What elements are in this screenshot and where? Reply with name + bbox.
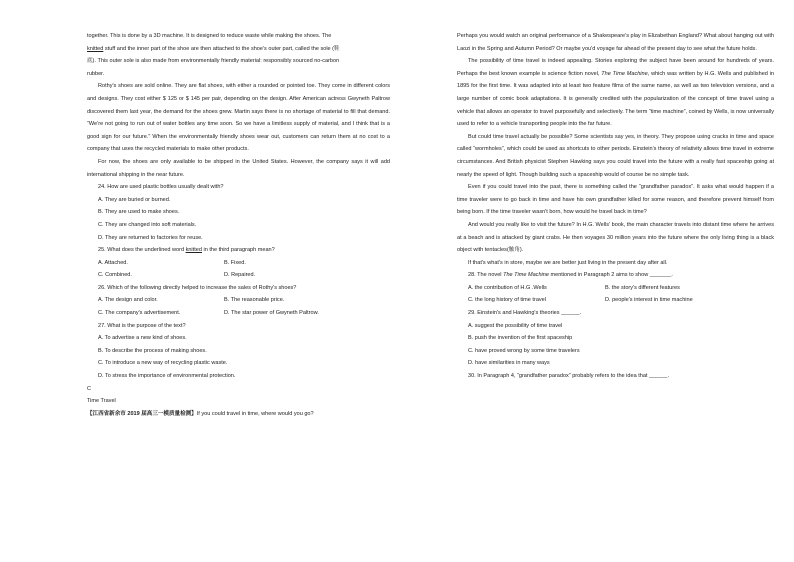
underlined-word: knitted <box>87 45 104 52</box>
option: A. The design and color. <box>98 297 158 304</box>
option: B. To describe the process of making shoes. <box>98 347 207 354</box>
passage-paragraph: If that's what's in store, maybe we are better just living in the present day after all. <box>468 259 668 266</box>
option: C. To introduce a new way of recycling plastic waste. <box>98 360 228 367</box>
question-27: 27. What is the purpose of the text? <box>98 322 186 329</box>
option-row <box>87 307 390 320</box>
passage-text: stuff and the inner part of the shoe are then attached to the shoe's outer part, called the sole (鞋 <box>103 45 340 52</box>
question-text: 28. The novel <box>468 272 504 279</box>
question-26: 26. Which of the following directly helped to increase the sales of Rothy's shoes? <box>98 284 297 291</box>
passage-paragraph: Perhaps you would watch an original performance of a Shakespeare's play in Elizabethan England? What about hanging out with Laozi in the Spring and Autumn Period? Or maybe you'd voyage far ahead of the present day to see what the future holds. <box>457 33 774 52</box>
passage-paragraph: Even if you could travel into the past, there is something called the “grandfather paradox”. It asks what would happen if a time traveler were to go back in time and have his own grandfather killed for some reason, and therefore prevent himself from being born. If the time traveler wasn't born, how would he travel back in time? <box>457 184 774 216</box>
book-title: The Time Machine <box>503 272 549 279</box>
passage-line <box>87 43 390 56</box>
source-line <box>87 408 390 421</box>
passage-paragraph: But could time travel actually be possible? Some scientists say yes, in theory. They propose using cracks in time and space called “wormholes”, which could be used as shortcuts to other periods. Einstein's theory of relativity allows time travel in extreme circumstances. And British physicist Stephen Hawking says you could travel into the future with a really fast spaceship going at nearly the speed of light. Though building such a spaceship would of course be no simple task. <box>457 133 774 178</box>
question-25 <box>87 244 390 257</box>
option-row <box>87 257 390 270</box>
passage-line: 底). This outer sole is also made from environmentally friendly material: responsibly sourced no-carbon <box>87 58 340 65</box>
passage-paragraph: And would you really like to visit the future? In H.G. Wells' book, the main character travels into distant time where he arrives at a beach and is attacked by giant crabs. He then voyages 30 million years into the future where the only living thing is a black object with tentacles(触角). <box>457 221 774 254</box>
question-24: 24. How are used plastic bottles usually dealt with? <box>98 184 224 191</box>
book-title: The Time Machine <box>601 70 648 77</box>
option: A. the contribution of H.G .Wells <box>468 284 547 291</box>
option-row <box>457 294 774 307</box>
question-30: 30. In Paragraph 4, “grandfather paradox” probably refers to the idea that ______. <box>468 373 670 380</box>
option: D. To stress the importance of environmental protection. <box>98 373 236 380</box>
option: A. suggest the possibility of time travel <box>468 322 563 329</box>
question-text: mentioned in Paragraph 2 aims to show _______. <box>548 272 673 279</box>
right-column <box>457 30 774 383</box>
option: D. The star power of Gwyneth Paltrow. <box>224 310 319 317</box>
passage-text: The possibility of time travel is indeed appealing. Stories exploring the subject have been around for hundreds of years. Perhaps the best known example is science fiction novel, <box>457 58 774 77</box>
option: B. the story's different features <box>605 284 680 291</box>
option: D. Repaired. <box>224 272 256 279</box>
source-tag: 【江西省新余市 2019 届高三一模质量检测】 <box>87 410 197 417</box>
option-row <box>87 269 390 282</box>
option-row <box>457 282 774 295</box>
passage-paragraph: For now, the shoes are only available to be shipped in the United States. However, the company says it will add international shipping in the near future. <box>87 158 390 178</box>
section-title: Time Travel <box>87 398 116 405</box>
option: D. people's interest in time machine <box>605 297 693 304</box>
passage-paragraph: Rothy's shoes are sold online. They are flat shoes, with either a rounded or pointed toe. They come in different colors and designs. They cost either $ 125 or $ 145 per pair, depending on the design. After American actress Gwyneth Paltrow discovered them last year, the demand for the shoes grew. Martin says there is no shortage of material to fill that demand. “We’re not going to run out of water bottles any time soon. So we have a limitless supply of material, and I think that is a good sign for our future.” When the environmentally friendly shoes wear out, customers can return them at no cost to a company that uses the recycled materials to make other products. <box>87 83 390 153</box>
question-29: 29. Einstein's and Hawking's theories ______. <box>468 310 582 317</box>
passage-line: rubber. <box>87 70 105 77</box>
question-text: 25. What does the underlined word <box>98 247 186 254</box>
passage-paragraph <box>457 55 774 131</box>
option-row <box>87 294 390 307</box>
option: B. Fixed. <box>224 259 246 266</box>
option: B. The reasonable price. <box>224 297 285 304</box>
option: A. They are buried or burned. <box>98 196 171 203</box>
question-text: in the third paragraph mean? <box>201 247 275 254</box>
option: C. have proved wrong by some time travelers <box>468 347 580 354</box>
intro-question: If you could travel in time, where would you go? <box>196 410 314 417</box>
option: C. They are changed into soft materials. <box>98 221 197 228</box>
option: B. push the invention of the first spaceship <box>468 335 573 342</box>
option: A. Attached. <box>98 259 128 266</box>
option: C. The company's advertisement. <box>98 310 181 317</box>
underlined-word: knitted <box>185 247 202 254</box>
option: C. Combined. <box>98 272 132 279</box>
option: D. They are returned to factories for reuse. <box>98 234 203 241</box>
option: C. the long history of time travel <box>468 297 546 304</box>
option: B. They are used to make shoes. <box>98 209 180 216</box>
left-column <box>87 30 390 420</box>
passage-text: , which was written by H.G. Wells and published in 1895 for the first time. It was adapted into at least two feature films of the same name, as well as two television versions, and a large number of comic book adaptations. It is generally credited with the popularization of the concept of time travel using a vehicle that allows an operator to travel purposefully and selectively. The term “time machine”, coined by Wells, is now universally used to refer to a vehicle transporting people into the far future. <box>457 70 774 128</box>
passage-line: together. This is done by a 3D machine. It is designed to reduce waste while making the shoes. The <box>87 33 332 39</box>
option: D. have similarities in many ways <box>468 360 550 367</box>
question-28 <box>457 269 774 282</box>
option: A. To advertise a new kind of shoes. <box>98 335 187 342</box>
section-letter: C <box>87 385 92 392</box>
